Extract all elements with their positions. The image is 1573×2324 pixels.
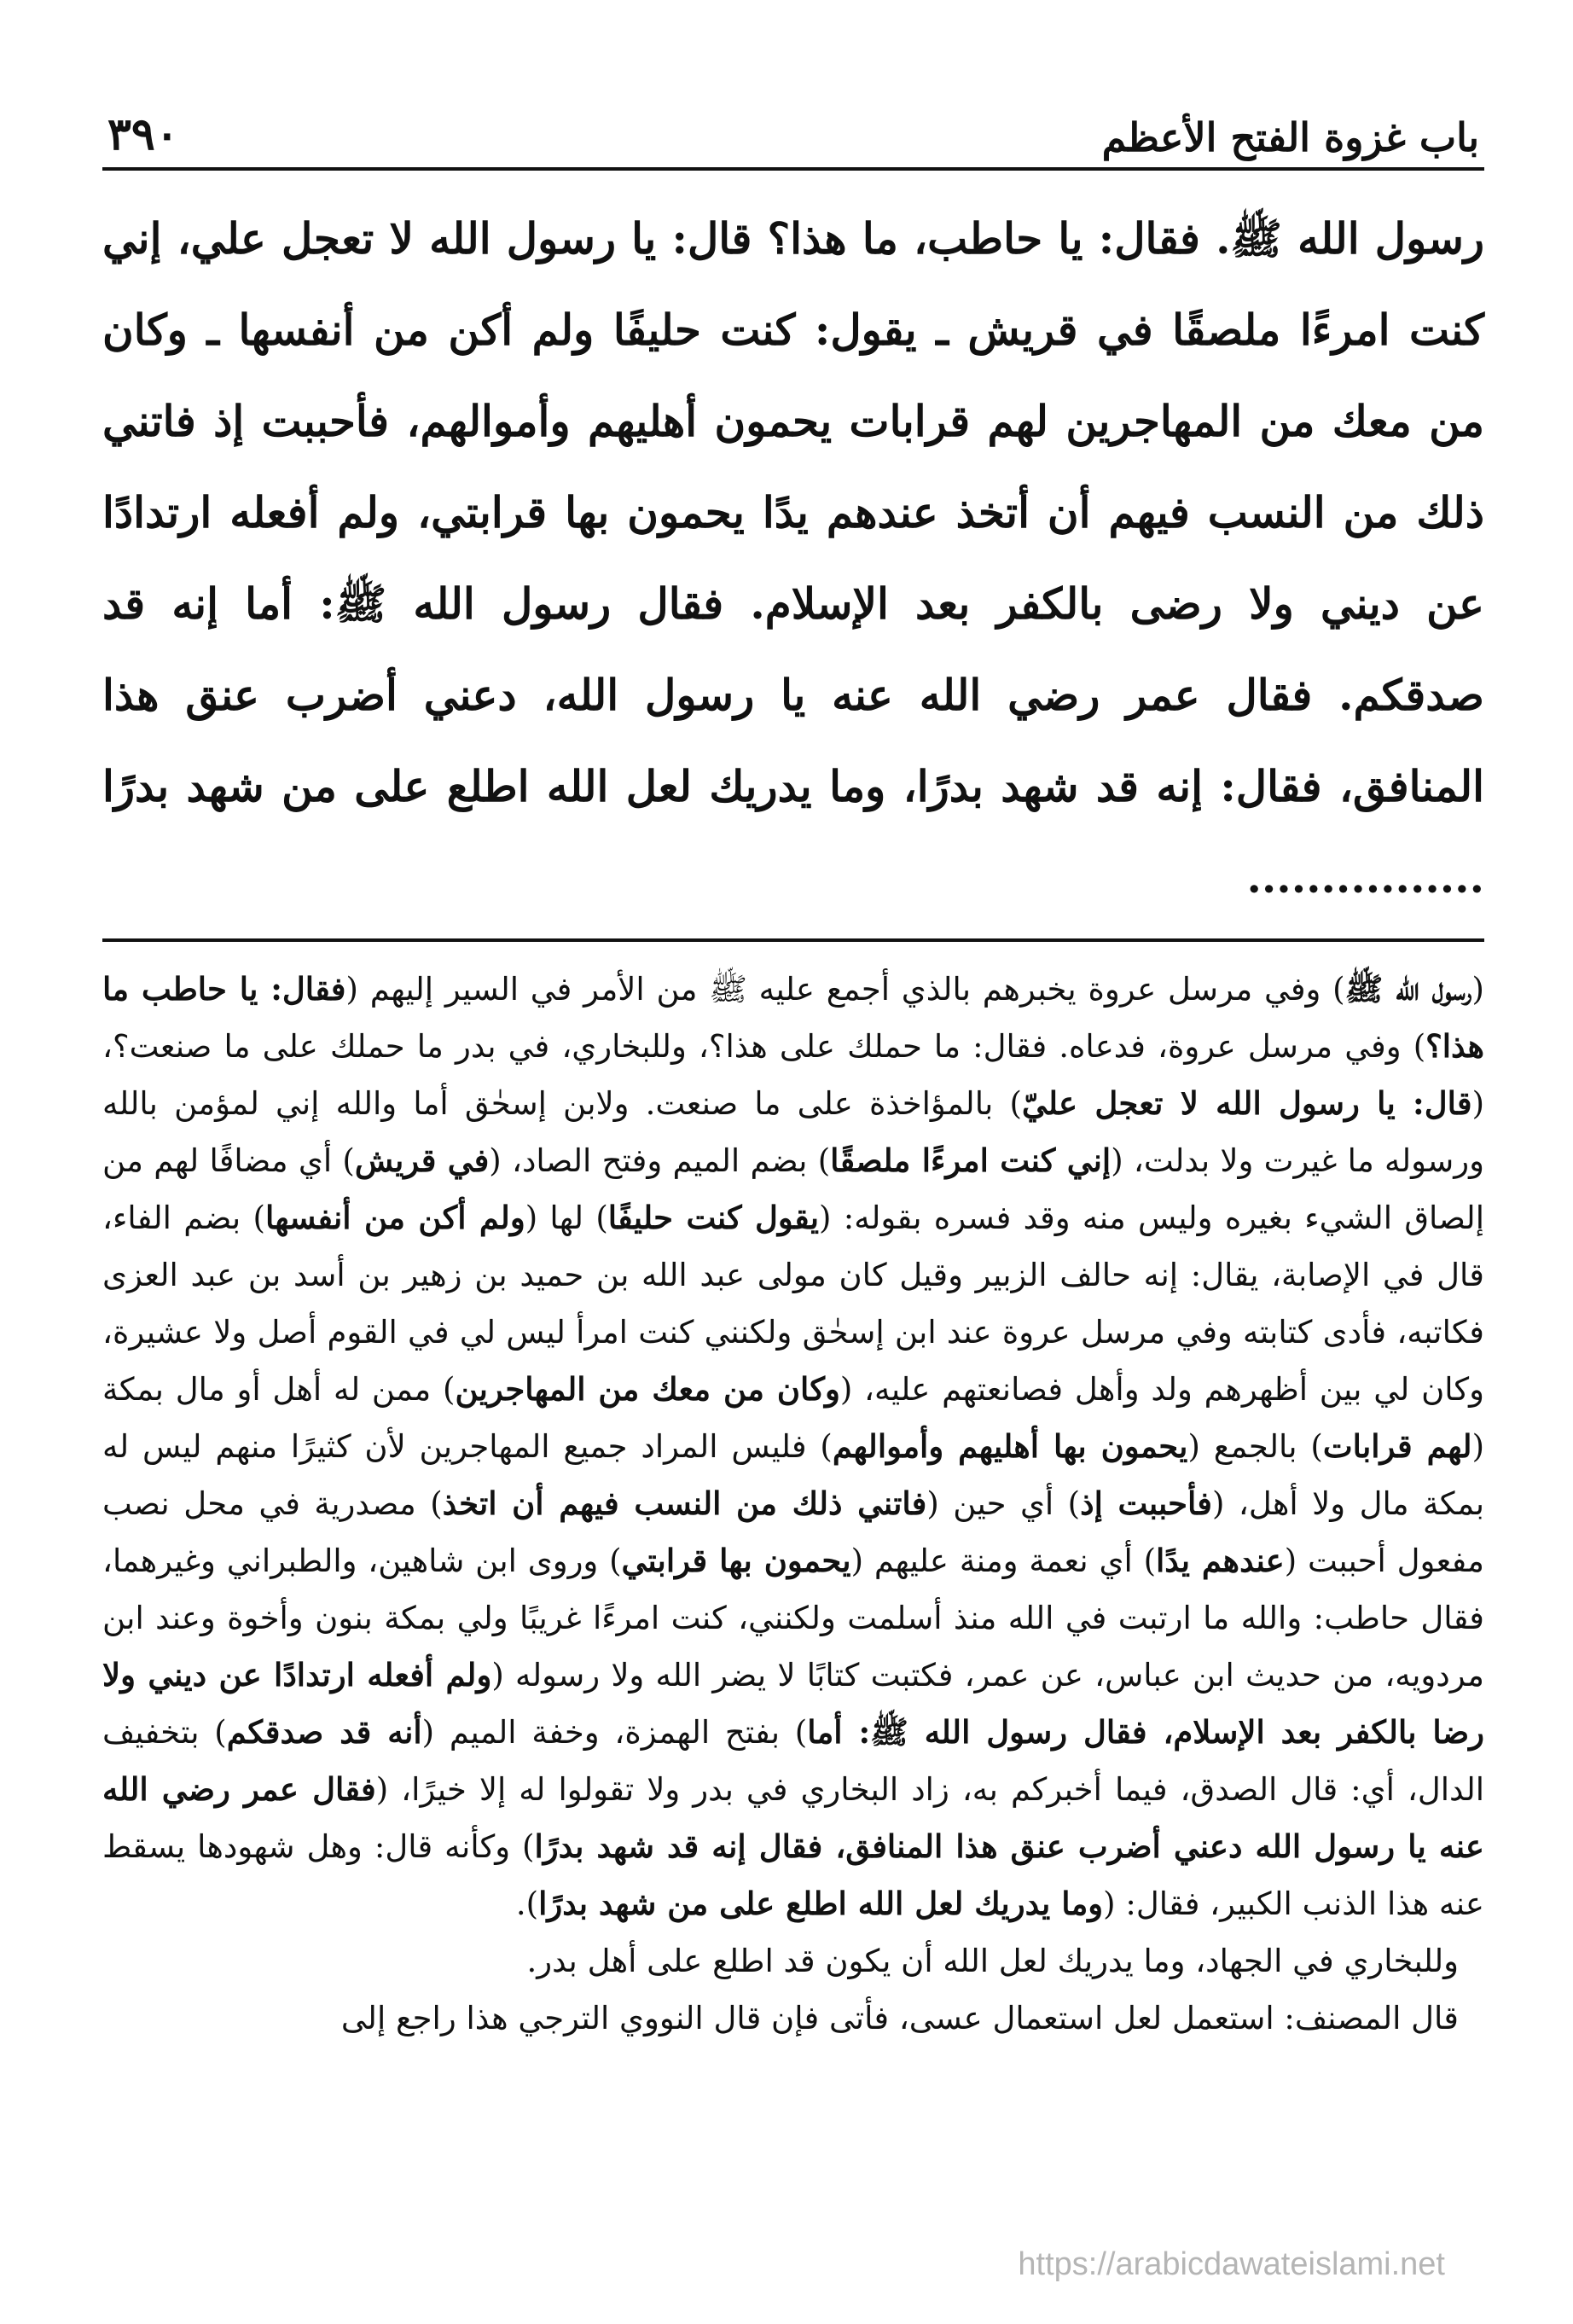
quoted-phrase: فقال: يا حاطب ما هذا؟ (102, 970, 1484, 1065)
commentary-text: ) وكأنه قال: وهل شهودها يسقط عنه هذا الذنب الكبير، فقال: ( (102, 1828, 1484, 1922)
quoted-phrase: يقول كنت حليفًا (607, 1199, 820, 1236)
commentary-text: ) مصدرية في محل نصب مفعول أحببت ( (102, 1485, 1484, 1579)
commentary-text: ) فليس المراد جميع المهاجرين لأن كثيرًا منهم ليس له بمكة مال ولا أهل، ( (102, 1428, 1484, 1522)
page-header (102, 94, 1484, 171)
quoted-phrase: فقال عمر رضي الله عنه يا رسول الله دعني أضرب عنق هذا المنافق، فقال إنه قد شهد بدرًا (102, 1770, 1485, 1865)
continuation-dots: ................ (1246, 852, 1484, 903)
commentary-text: ) أي مضافًا لهم من إلصاق الشيء بغيره وليس منه وقد فسره بقوله: ( (102, 1142, 1484, 1236)
commentary-text: ) لها ( (525, 1200, 608, 1236)
commentary-text: ). (515, 1885, 539, 1922)
quoted-phrase: قال: يا رسول الله لا تعجل عليّ (1021, 1084, 1472, 1122)
quoted-phrase: وما يدريك لعل الله اطلع على من شهد بدرًا (538, 1885, 1104, 1922)
commentary-text: ) بضم الفاء، قال في الإصابة، يقال: إنه حالف الزبير وقيل كان مولى عبد الله بن حميد بن زهير بن أسد بن عبد العزى فكاتبه، فأدى كتابته وفي مرسل عروة عند ابن إسحٰق ولكنني كنت امرأ ليس لي في القوم أصل ولا عشيرة، وكان لي بين أظهرهم ولد وأهل فصانعتهم عليه، ( (102, 1200, 1485, 1408)
quoted-phrase: فاتني ذلك من النسب فيهم أن اتخذ (442, 1484, 927, 1522)
commentary-text: ) ممن له أهل أو مال بمكة ( (102, 1371, 1484, 1465)
commentary-text: ) بفتح الهمزة، وخفة الميم ( (421, 1714, 808, 1751)
hadith-text (102, 193, 1484, 923)
commentary-text: ) بتخفيف الدال، أي: قال الصدق، فيما أخبركم به، زاد البخاري في بدر ولا تقولوا له إلا خيرًا، ( (102, 1714, 1484, 1808)
watermark-url: https://arabicdawateislami.net (1018, 2246, 1445, 2282)
commentary-paragraph: وللبخاري في الجهاد، وما يدريك لعل الله أن يكون قد اطلع على أهل بدر. (526, 1943, 1459, 1979)
quoted-phrase: عندهم يدًا (1156, 1542, 1285, 1579)
quoted-phrase: فأحببت إذ (1080, 1484, 1212, 1522)
commentary-text: ) وفي مرسل عروة، فدعاه. فقال: ما حملك على هذا؟، وللبخاري، في بدر ما حملك على ما صنعت؟، ( (102, 1028, 1484, 1122)
commentary-text: ) أي نعمة ومنة عليهم ( (850, 1543, 1156, 1579)
hadith-body: رسول الله ﷺ. فقال: يا حاطب، ما هذا؟ قال: يا رسول الله لا تعجل علي، إني كنت امرءًا ملصقًا في قريش ـ يقول: كنت حليفًا ولم أكن من أنفسها ـ وكان من معك من المهاجرين لهم قرابات يحمون أهليهم وأموالهم، فأحببت إذ فاتني ذلك من النسب فيهم أن أتخذ عندهم يدًا يحمون بها قرابتي، ولم أفعله ارتدادًا عن ديني ولا رضى بالكفر بعد الإسلام. فقال رسول الله ﷺ: أما إنه قد صدقكم. فقال عمر رضي الله عنه يا رسول الله، دعني أضرب عنق هذا المنافق، فقال: إنه قد شهد بدرًا، وما يدريك لعل الله اطلع على من شهد بدرًا (102, 213, 1484, 811)
quoted-phrase: رسول الله ﷺ (1344, 970, 1472, 1008)
quoted-phrase: في قريش (354, 1142, 490, 1179)
commentary-text: ) بالمؤاخذة على ما صنعت. ولابن إسحٰق أما والله إني لمؤمن بالله ورسوله ما غيرت ولا بدلت، ( (102, 1085, 1484, 1179)
quoted-phrase: أنه قد صدقكم (226, 1713, 422, 1751)
commentary-text: ) بالجمع ( (1187, 1428, 1323, 1465)
quoted-phrase: يحمون بها أهليهم وأموالهم (832, 1427, 1188, 1465)
quoted-phrase: ولم أفعله ارتدادًا عن ديني ولا رضا بالكفر بعد الإسلام، فقال رسول الله ﷺ: أما (102, 1656, 1484, 1751)
commentary-text: ) أي حين ( (926, 1485, 1081, 1522)
commentary-paragraph: (رسول الله ﷺ) وفي مرسل عروة يخبرهم بالذي أجمع عليه ﷺ من الأمر في السير إليهم (فقال: يا حاطب ما هذا؟) وفي مرسل عروة، فدعاه. فقال: ما حملك على هذا؟، وللبخاري، في بدر ما حملك على ما صنعت؟، (قال: يا رسول الله لا تعجل عليّ) بالمؤاخذة على ما صنعت. ولابن إسحٰق أما والله إني لمؤمن بالله ورسوله ما غيرت ولا بدلت، (إني كنت امرءًا ملصقًا) بضم الميم وفتح الصاد، (في قريش) أي مضافًا لهم من إلصاق الشيء بغيره وليس منه وقد فسره بقوله: (يقول كنت حليفًا) لها (ولم أكن من أنفسها) بضم الفاء، قال في الإصابة، يقال: إنه حالف الزبير وقيل كان مولى عبد الله بن حميد بن زهير بن أسد بن عبد العزى فكاتبه، فأدى كتابته وفي مرسل عروة عند ابن إسحٰق ولكنني كنت امرأ ليس لي في القوم أصل ولا عشيرة، وكان لي بين أظهرهم ولد وأهل فصانعتهم عليه، (وكان من معك من المهاجرين) ممن له أهل أو مال بمكة (لهم قرابات) بالجمع (يحمون بها أهليهم وأموالهم) فليس المراد جميع المهاجرين لأن كثيرًا منهم ليس له بمكة مال ولا أهل، (فأحببت إذ) أي حين (فاتني ذلك من النسب فيهم أن اتخذ) مصدرية في محل نصب مفعول أحببت (عندهم يدًا) أي نعمة ومنة عليهم (يحمون بها قرابتي) وروى ابن شاهين، والطبراني وغيرهما، فقال حاطب: والله ما ارتبت في الله منذ أسلمت ولكنني، كنت امرءًا غريبًا ولي بمكة بنون وأخوة وعند ابن مردويه، من حديث ابن عباس، عن عمر، فكتبت كتابًا لا يضر الله ولا رسوله (ولم أفعله ارتدادًا عن ديني ولا رضا بالكفر بعد الإسلام، فقال رسول الله ﷺ: أما) بفتح الهمزة، وخفة الميم (أنه قد صدقكم) بتخفيف الدال، أي: قال الصدق، فيما أخبركم به، زاد البخاري في بدر ولا تقولوا له إلا خيرًا، (فقال عمر رضي الله عنه يا رسول الله دعني أضرب عنق هذا المنافق، فقال إنه قد شهد بدرًا) وكأنه قال: وهل شهودها يسقط عنه هذا الذنب الكبير، فقال: (وما يدريك لعل الله اطلع على من شهد بدرًا). (102, 970, 1485, 1922)
commentary-text: ) بضم الميم وفتح الصاد، ( (489, 1142, 831, 1179)
commentary (102, 961, 1484, 2047)
quoted-phrase: إني كنت امرءًا ملصقًا (830, 1142, 1112, 1179)
quoted-phrase: وكان من معك من المهاجرين (455, 1370, 840, 1408)
commentary-text: ) وفي مرسل عروة يخبرهم بالذي أجمع عليه ﷺ من الأمر في السير إليهم ( (345, 971, 1345, 1008)
quoted-phrase: يحمون بها قرابتي (621, 1542, 851, 1579)
book-page (102, 94, 1484, 2278)
quoted-phrase: لهم قرابات (1322, 1427, 1472, 1465)
chapter-title: باب غزوة الفتح الأعظم (1101, 114, 1479, 160)
quoted-phrase: ولم أكن من أنفسها (264, 1199, 525, 1236)
commentary-paragraph: قال المصنف: استعمل لعل استعمال عسى، فأتى فإن قال النووي الترجي هذا راجع إلى (340, 2000, 1459, 2036)
commentary-text: ) وروى ابن شاهين، والطبراني وغيرهما، فقال حاطب: والله ما ارتبت في الله منذ أسلمت ولكنني، كنت امرءًا غريبًا ولي بمكة بنون وأخوة وعند ابن مردويه، من حديث ابن عباس، عن عمر، فكتبت كتابًا لا يضر الله ولا رسوله ( (102, 1543, 1484, 1694)
section-divider (102, 938, 1484, 942)
page-number: ٣٩٠ (107, 108, 179, 160)
